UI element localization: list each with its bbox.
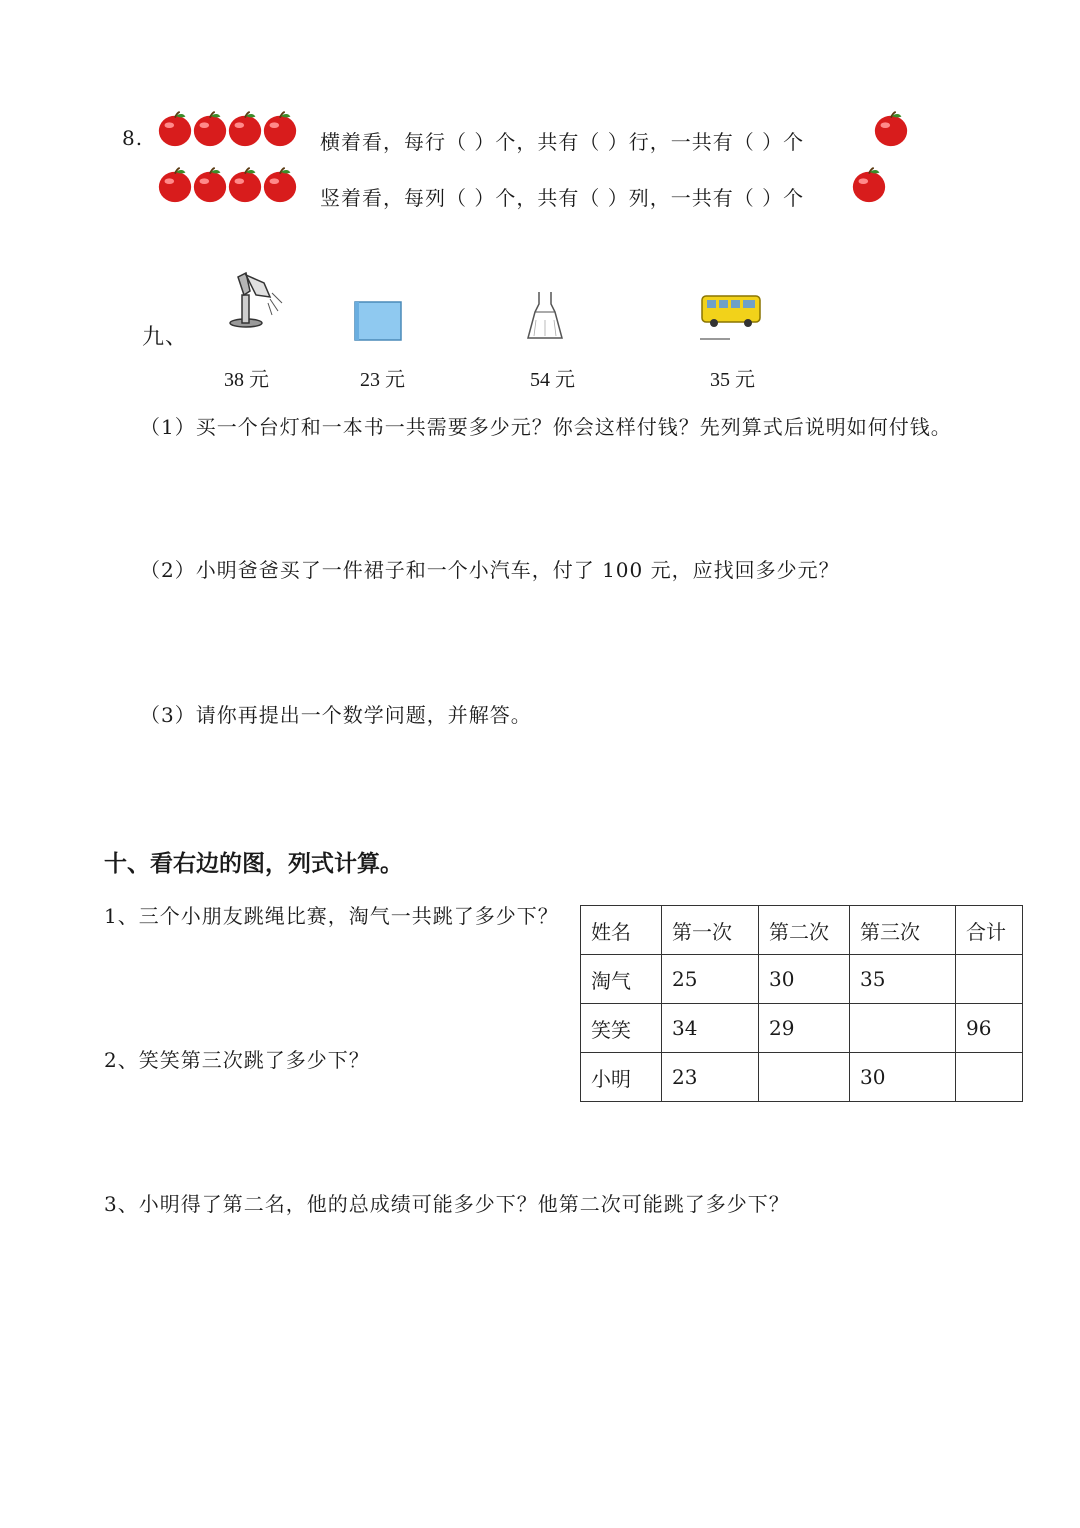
table-cell: 30 — [759, 955, 850, 1004]
table-row — [581, 1004, 1023, 1053]
apple-icon — [850, 166, 888, 204]
table-header-cell: 第二次 — [759, 906, 850, 955]
table-header-cell: 姓名 — [581, 906, 662, 955]
q9-subquestion-2: （2）小明爸爸买了一件裙子和一个小汽车，付了 100 元，应找回多少元？ — [140, 558, 840, 582]
apple-icon — [226, 166, 264, 204]
table-cell: 25 — [662, 955, 759, 1004]
table-row — [581, 1053, 1023, 1102]
apple-icon — [261, 110, 299, 148]
apple-icon — [226, 110, 264, 148]
table-cell — [956, 1053, 1023, 1102]
lamp-icon — [224, 265, 286, 340]
jump-rope-score-table — [580, 905, 1023, 1102]
apple-icon — [191, 110, 229, 148]
dress-icon — [524, 290, 566, 342]
table-cell: 29 — [759, 1004, 850, 1053]
q9-subquestion-1: （1）买一个台灯和一本书一共需要多少元？你会这样付钱？先列算式后说明如何付钱。 — [140, 415, 952, 439]
bus-price: 35 元 — [710, 369, 755, 391]
table-cell: 30 — [850, 1053, 956, 1102]
book-icon — [352, 300, 404, 342]
table-cell — [956, 955, 1023, 1004]
apple-icon — [156, 110, 194, 148]
table-cell: 淘气 — [581, 955, 662, 1004]
table-cell — [759, 1053, 850, 1102]
q10-subquestion-1: 1、三个小朋友跳绳比赛，淘气一共跳了多少下？ — [104, 904, 559, 928]
question-number-9: 九、 — [142, 325, 189, 350]
table-header-row — [581, 906, 1023, 955]
table-cell: 96 — [956, 1004, 1023, 1053]
table-cell: 35 — [850, 955, 956, 1004]
table-header-cell: 合计 — [956, 906, 1023, 955]
table-cell: 23 — [662, 1053, 759, 1102]
q8-column-question: 竖着看，每列（ ）个，共有（ ）列，一共有（ ）个 — [320, 186, 805, 210]
book-price: 23 元 — [360, 369, 405, 391]
q9-subquestion-3: （3）请你再提出一个数学问题，并解答。 — [140, 703, 532, 727]
apple-icon — [261, 166, 299, 204]
section-10-title: 十、看右边的图，列式计算。 — [104, 851, 403, 877]
apple-icon — [191, 166, 229, 204]
q10-subquestion-2: 2、笑笑第三次跳了多少下？ — [104, 1048, 370, 1072]
q10-subquestion-3: 3、小明得了第二名，他的总成绩可能多少下？他第二次可能跳了多少下？ — [104, 1192, 790, 1216]
lamp-price: 38 元 — [224, 369, 269, 391]
table-row — [581, 955, 1023, 1004]
dress-price: 54 元 — [530, 369, 575, 391]
table-cell: 笑笑 — [581, 1004, 662, 1053]
table-cell: 34 — [662, 1004, 759, 1053]
table-cell — [850, 1004, 956, 1053]
table-header-cell: 第三次 — [850, 906, 956, 955]
table-header-cell: 第一次 — [662, 906, 759, 955]
apple-icon — [872, 110, 910, 148]
table-cell: 小明 — [581, 1053, 662, 1102]
question-number-8: 8. — [122, 126, 144, 150]
bus-icon — [698, 290, 766, 342]
apple-icon — [156, 166, 194, 204]
q8-row-question: 横着看，每行（ ）个，共有（ ）行，一共有（ ）个 — [320, 130, 805, 154]
